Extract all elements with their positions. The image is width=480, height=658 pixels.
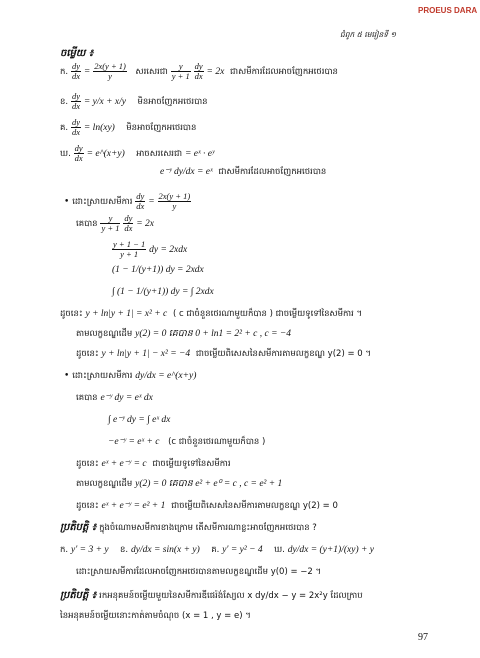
item-d-line2 — [160, 166, 326, 178]
fraction: $\frac{dy}{dx}$ — [71, 61, 81, 81]
item-c — [60, 118, 196, 137]
answer-heading: ចម្លើយ ៖ — [60, 48, 94, 59]
fraction: $\frac{dy}{dx}$ — [71, 91, 81, 111]
item-note: មិនអាចញែកអថេរបាន — [137, 97, 208, 107]
fraction: $\frac{dy}{dx}$ — [71, 117, 81, 137]
fraction: $\frac{dy}{dx}$ — [136, 191, 145, 211]
item-note: ជាសមីការដែលអាចញែកអថេរបាន — [218, 167, 327, 177]
math-expr: e⁻ʸ dy/dx = eˣ — [160, 167, 213, 177]
item-text: អាចសរសេរជា — [136, 149, 183, 159]
item-note: ជាសមីការដែលអាចញែកអថេរបាន — [230, 67, 338, 77]
math-expr: = eˣ · eʸ — [184, 149, 215, 159]
exercise-1-options: ក. y′ = 3 + y ខ. dy/dx = sin(x + y) គ. y′ = y² − 4 ឃ. dy/dx = (y+1)/(xy) + y — [60, 545, 374, 555]
solve-a-step4: ∫ (1 − 1/(y+1)) dy = ∫ 2xdx — [112, 287, 214, 297]
exercise-prompt: ក្នុងចំណោមសមីការខាងក្រោម តើសមីការណាខ្លះអាចញែកអថេរបាន ? — [99, 523, 317, 533]
solve-d-final: ដូចនេះ eˣ + e⁻ʸ = e² + 1 ជាចម្លើយពិសេសនៃសមីការតាមលក្ខខណ្ឌ y(2) = 0 — [76, 501, 338, 511]
solve-a-step3: (1 − 1/(y+1)) dy = 2xdx — [112, 265, 204, 275]
solve-d-title: • ដោះស្រាយសមីការ dy/dx = e^(x+y) — [64, 371, 197, 381]
item-d — [60, 144, 214, 163]
solve-a-initial: តាមលក្ខខណ្ឌដើម y(2) = 0 គេបាន 0 + ln1 = 2² + c , c = −4 — [76, 329, 292, 339]
item-label: ខ. — [60, 97, 69, 107]
item-text: សរសេរជា — [135, 67, 168, 77]
page-number: 97 — [418, 632, 428, 643]
item-label: ឃ. — [60, 149, 71, 159]
item-label: ក. — [60, 67, 69, 77]
solve-d-result: ដូចនេះ eˣ + e⁻ʸ = c ជាចម្លើយទូទៅនៃសមីការ — [76, 459, 231, 469]
math-expr: = e^(x+y) — [86, 149, 125, 159]
fraction: $\frac{2x(y + 1)}{y}$ — [94, 61, 126, 81]
solve-a-step2: $\frac{y + 1 - 1}{y + 1}$ dy = 2xdx — [113, 239, 188, 259]
exercise-2-line2: នៃអនុគមន៍ចម្លើយនោះកាត់តាមចំណុច (x = 1 , y = e) ។ — [60, 611, 251, 621]
fraction: $\frac{dy}{dx}$ — [194, 61, 203, 81]
solve-a-step1: គេបាន $\frac{y}{y + 1}$ $\frac{dy}{dx}$ = 2x — [76, 213, 155, 233]
fraction: $\frac{y}{y + 1}$ — [171, 61, 190, 81]
fraction: $\frac{2x(y + 1)}{y}$ — [158, 191, 191, 211]
item-b — [60, 92, 208, 111]
exercise-title: ប្រតិបត្តិ ៖ — [60, 590, 97, 601]
solve-a-title: • ដោះស្រាយសមីការ $\frac{dy}{dx}$ = $\frac{2x(y + 1)}{y}$ — [64, 191, 191, 211]
math-expr: = ln(xy) — [83, 123, 115, 133]
exercise-title: ប្រតិបត្តិ ៖ — [60, 522, 97, 533]
solve-a-result: ដូចនេះ y + ln|y + 1| = x² + c ( c ជាចំនួនថេរណាមួយក៏បាន ) ជាចម្លើយទូទៅនៃសមីការ ។ — [60, 309, 363, 319]
fraction: $\frac{dy}{dx}$ — [74, 143, 83, 163]
exercise-1-followup: ដោះស្រាយសមីការដែលអាចញែកអថេរបានតាមលក្ខខណ្ឌដើម y(0) = −2 ។ — [76, 567, 322, 577]
solve-a-final: ដូចនេះ y + ln|y + 1| − x² = −4 ជាចម្លើយពិសេសនៃសមីការតាមលក្ខខណ្ឌ y(2) = 0 ។ — [76, 349, 371, 359]
brand-watermark: PROEUS DARA — [418, 6, 478, 15]
solve-d-initial: តាមលក្ខខណ្ឌដើម y(2) = 0 គេបាន e² + e⁰ = c , c = e² + 1 — [76, 479, 283, 489]
exercise-1 — [60, 522, 317, 534]
solve-d-step1: គេបាន e⁻ʸ dy = eˣ dx — [76, 393, 153, 403]
solve-d-step3: −e⁻ʸ = eˣ + c (c ជាចំនួនថេរណាមួយក៏បាន ) — [108, 437, 266, 447]
exercise-2: ប្រតិបត្តិ ៖ រកអនុគមន៍ចម្លើយមួយនៃសមីការឌីផេរ៉ង់ស្យែល x dy/dx − y = 2x²y ដែលក្រាប — [60, 590, 363, 601]
math-expr: = y/x + x/y — [83, 97, 126, 107]
chapter-header: ជំពូក ៥ មេរៀនទី ១ — [340, 30, 397, 39]
item-label: គ. — [60, 123, 69, 133]
solve-d-step2: ∫ e⁻ʸ dy = ∫ eˣ dx — [108, 415, 171, 425]
item-a: ក. $\frac{dy}{dx}$ = $\frac{2x(y + 1)}{y}$ សរសេរជា $\frac{y}{y + 1}$ $\frac{dy}{dx}$ = 2x ជាសមីការដែលអាចញែកអថេរបាន — [60, 61, 338, 81]
item-note: មិនអាចញែកអថេរបាន — [126, 123, 197, 133]
math-expr: = 2x — [206, 67, 225, 77]
